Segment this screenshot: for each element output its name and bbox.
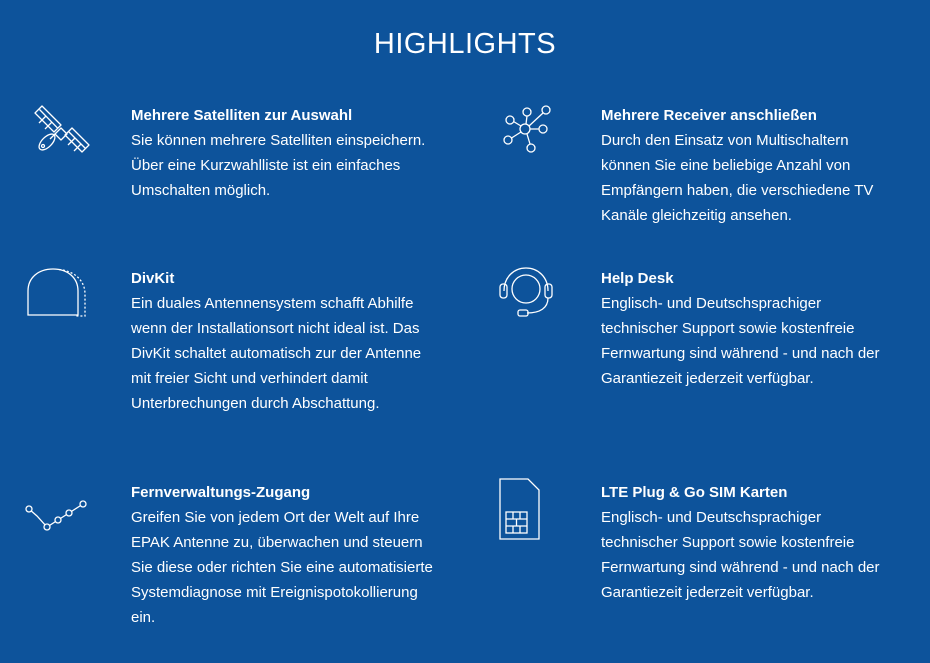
feature-divkit <box>131 267 436 416</box>
dome-antenna-icon <box>25 261 91 327</box>
feature-lte-sim <box>601 481 901 605</box>
feature-remote-access <box>131 481 436 630</box>
feature-help-desk <box>601 267 901 391</box>
feature-text: Englisch- und Deutschsprachiger technischer Support sowie kostenfreie Fernwartung sind während - und nach der Garantiezeit jederzeit verfügbar. <box>601 509 880 601</box>
feature-text: Durch den Einsatz von Multischaltern können Sie eine beliebige Anzahl von Empfängern haben, die verschiedene TV Kanäle gleichzeitig ansehen. <box>601 132 874 224</box>
page-title: HIGHLIGHTS <box>373 28 557 60</box>
headset-icon <box>495 261 561 327</box>
network-nodes-icon <box>495 98 561 164</box>
feature-title: Mehrere Satelliten zur Auswahl <box>131 107 353 124</box>
graph-line-icon <box>25 475 91 541</box>
feature-multiple-satellites <box>131 104 451 203</box>
feature-text: Englisch- und Deutschsprachiger technischer Support sowie kostenfreie Fernwartung sind während - und nach der Garantiezeit jederzeit verfügbar. <box>601 295 880 387</box>
feature-title: Fernverwaltungs-Zugang <box>131 484 311 501</box>
feature-title: LTE Plug & Go SIM Karten <box>601 484 788 501</box>
feature-text: Greifen Sie von jedem Ort der Welt auf Ihre EPAK Antenne zu, überwachen und steuern Sie diese oder richten Sie eine automatisierte Systemdiagnose mit Ereignispotokollierung ein. <box>131 509 433 626</box>
feature-multiple-receivers <box>601 104 901 228</box>
feature-text: Ein duales Antennensystem schafft Abhilfe wenn der Installationsort nicht ideal ist. Das DivKit schaltet automatisch zur der Antenne mit freier Sicht und verhindert damit Unterbrechungen durch Abschattung. <box>131 295 422 412</box>
feature-title: Help Desk <box>601 270 674 287</box>
feature-title: Mehrere Receiver anschließen <box>601 107 817 124</box>
feature-text: Sie können mehrere Satelliten einspeichern. Über eine Kurzwahlliste ist ein einfaches Umschalten möglich. <box>131 132 426 199</box>
sim-card-icon <box>495 475 561 541</box>
feature-title: DivKit <box>131 270 175 287</box>
satellite-icon <box>25 98 91 164</box>
